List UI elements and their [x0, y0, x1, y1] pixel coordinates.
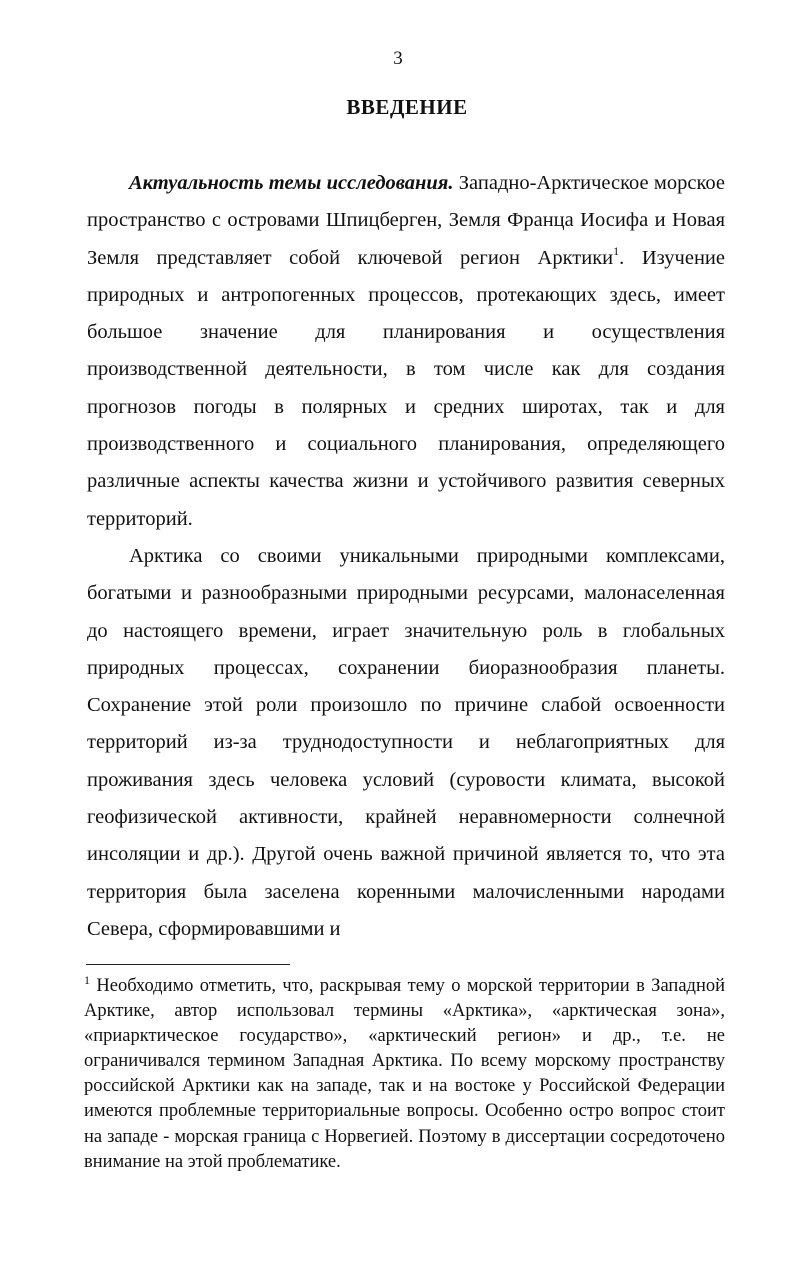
- section-heading: ВВЕДЕНИЕ: [346, 95, 468, 119]
- paragraph-lead: Актуальность темы исследования.: [129, 172, 454, 194]
- paragraph-text-continued: . Изучение природных и антропогенных процессов, протекающих здесь, имеет большое значение для планирования и осуществления производственной деятельности, в том числе как для создания прогнозов погоды в полярных и средних широтах, так и для производственного и социального планирования, определяющего различные аспекты качества жизни и устойчивого развития северных территорий.: [87, 246, 725, 530]
- paragraph-arctic: Арктика со своими уникальными природными комплексами, богатыми и разнообразными природными ресурсами, малонаселенная до настоящего времени, играет значительную роль в глобальных природных процессах, сохранении биоразнообразия планеты. Сохранение этой роли произошло по причине слабой освоенности территорий из-за труднодоступности и неблагоприятных для проживания здесь человека условий (суровости климата, высокой геофизической активности, крайней неравномерности солнечной инсоляции и др.). Другой очень важной причиной является то, что эта территория была заселена коренными малочисленными народами Севера, сформировавшими и: [87, 544, 725, 940]
- main-text: [87, 165, 725, 948]
- footnote-text: Необходимо отметить, что, раскрывая тему о морской территории в Западной Арктике, автор использовал термины «Арктика», «арктическая зона», «приарктическое государство», «арктический регион» и др., т.е. не ограничивался термином Западная Арктика. По всему морскому пространству российской Арктики как на западе, так и на востоке у Российской Федерации имеются проблемные территориальные вопросы. Особенно остро вопрос стоит на западе - морская граница с Норвегией. Поэтому в диссертации сосредоточено внимание на этой проблематике.: [84, 976, 725, 1172]
- paragraph-text: Западно-Арктическое морское пространство с островами Шпицберген, Земля Франца Иосифа и Новая Земля представляет собой ключевой регион Арктики: [87, 172, 725, 269]
- footnote-divider: [86, 964, 290, 965]
- footnote-marker: 1: [84, 973, 90, 987]
- paragraph-relevance: [87, 165, 725, 538]
- footnote-reference[interactable]: 1: [613, 243, 620, 258]
- footnote: [84, 974, 725, 1175]
- page-number: 3: [393, 48, 403, 69]
